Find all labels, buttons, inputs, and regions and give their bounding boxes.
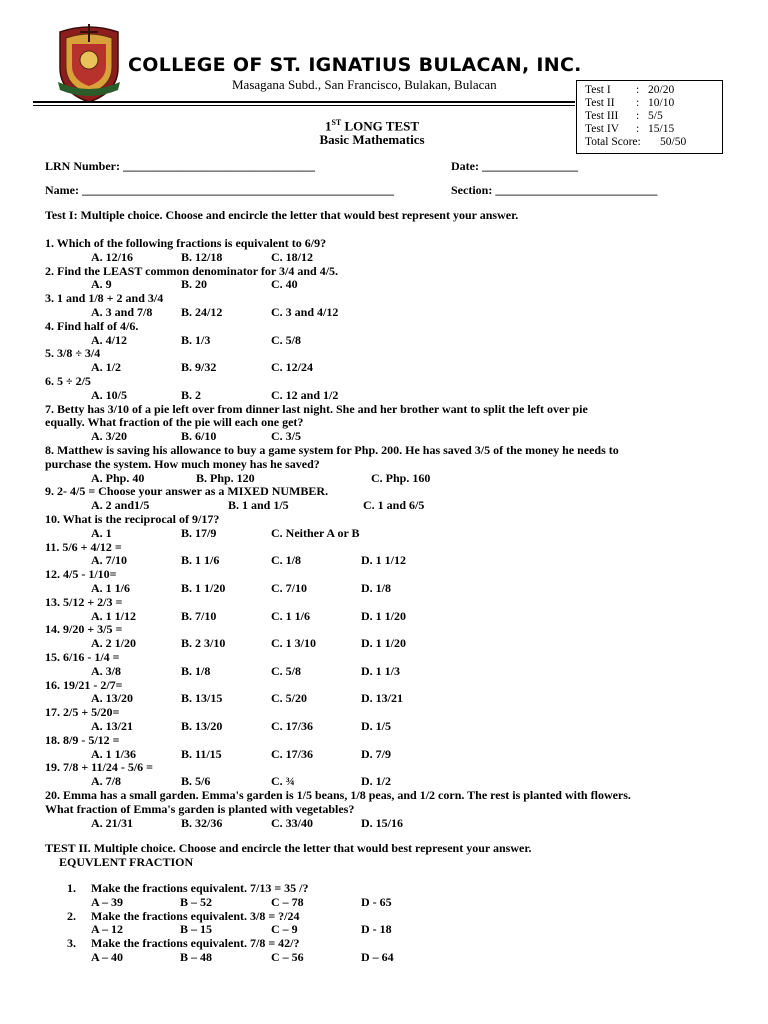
answer-option[interactable]: D. 1/8 bbox=[361, 581, 391, 595]
question-text: 5. 3/8 ÷ 3/4 bbox=[45, 346, 101, 361]
question-text: 16. 19/21 - 2/7= bbox=[45, 677, 123, 692]
answer-option[interactable]: D. 15/16 bbox=[361, 815, 403, 830]
answer-option[interactable]: C. 1 and 6/5 bbox=[363, 498, 425, 513]
answer-option[interactable]: C – 9 bbox=[271, 922, 298, 937]
answer-option[interactable]: A. 10/5 bbox=[91, 387, 127, 402]
answer-option[interactable]: A. 1 bbox=[91, 525, 112, 540]
answer-option[interactable]: A. Php. 40 bbox=[91, 470, 145, 485]
answer-option[interactable]: A – 40 bbox=[91, 950, 124, 964]
score-sep: : bbox=[636, 84, 640, 96]
answer-option[interactable]: B. 2 3/10 bbox=[181, 636, 226, 651]
answer-option[interactable]: B. 13/20 bbox=[181, 719, 223, 733]
test-title: 1ST LONG TEST bbox=[324, 118, 420, 134]
answer-option[interactable]: A. 7/8 bbox=[91, 774, 121, 789]
item-number: 3. bbox=[67, 936, 76, 951]
answer-option[interactable]: A. 2 1/20 bbox=[91, 636, 136, 651]
answer-option[interactable]: B. Php. 120 bbox=[196, 470, 255, 485]
answer-option[interactable]: A. 1 1/12 bbox=[91, 608, 136, 623]
answer-option[interactable]: B – 52 bbox=[180, 894, 213, 909]
answer-option[interactable]: B – 15 bbox=[180, 922, 213, 937]
answer-option[interactable]: A. 3 and 7/8 bbox=[91, 305, 153, 319]
answer-option[interactable]: C. 12 and 1/2 bbox=[271, 387, 339, 402]
answer-option[interactable]: A. 9 bbox=[91, 277, 112, 292]
score-lbl: Test II bbox=[585, 97, 615, 109]
answer-option[interactable]: D. 1/2 bbox=[361, 774, 391, 789]
answer-option[interactable]: A – 12 bbox=[91, 922, 124, 937]
item-number: 1. bbox=[67, 881, 76, 895]
answer-option[interactable]: B. 5/6 bbox=[181, 774, 211, 789]
answer-option[interactable]: D - 65 bbox=[361, 894, 392, 909]
question-text: 17. 2/5 + 5/20= bbox=[45, 705, 120, 720]
school-logo bbox=[54, 22, 124, 104]
answer-option[interactable]: D. 13/21 bbox=[361, 691, 403, 706]
question-text: 10. What is the reciprocal of 9/17? bbox=[45, 512, 220, 526]
answer-option[interactable]: B. 20 bbox=[181, 277, 208, 292]
answer-option[interactable]: A. 1 1/6 bbox=[91, 581, 130, 595]
answer-option[interactable]: D. 7/9 bbox=[361, 746, 391, 761]
score-row bbox=[585, 97, 722, 110]
header-rule-thin bbox=[33, 105, 575, 106]
answer-option[interactable]: C. 33/40 bbox=[271, 815, 313, 830]
answer-option[interactable]: C. Php. 160 bbox=[371, 470, 431, 485]
question-text: equally. What fraction of the pie will each one get? bbox=[45, 415, 304, 430]
answer-option[interactable]: B. 6/10 bbox=[181, 429, 217, 444]
question-text: 13. 5/12 + 2/3 = bbox=[45, 594, 123, 609]
score-val: 15/15 bbox=[648, 123, 675, 135]
answer-option[interactable]: D. 1 1/3 bbox=[361, 663, 400, 678]
score-sep: : bbox=[636, 123, 640, 135]
answer-option[interactable]: B. 1 1/20 bbox=[181, 581, 226, 595]
answer-option[interactable]: A. 2 and1/5 bbox=[91, 498, 150, 513]
date-field[interactable]: Date: ________________ bbox=[451, 159, 578, 173]
answer-option[interactable]: C. Neither A or B bbox=[271, 525, 360, 540]
answer-option[interactable]: D – 64 bbox=[361, 950, 394, 964]
question-text: 20. Emma has a small garden. Emma's garden is 1/5 beans, 1/8 peas, and 1/2 corn. The rest is planted with flowers. bbox=[45, 788, 631, 802]
answer-option[interactable]: C. ¾ bbox=[271, 774, 295, 789]
answer-option[interactable]: B. 1/3 bbox=[181, 332, 211, 347]
answer-option[interactable]: B. 7/10 bbox=[181, 608, 217, 623]
answer-option[interactable]: B. 1/8 bbox=[181, 663, 211, 678]
question-text: 8. Matthew is saving his allowance to buy a game system for Php. 200. He has saved 3/5 of the money he needs to bbox=[45, 443, 619, 457]
answer-option[interactable]: A. 4/12 bbox=[91, 332, 127, 347]
answer-option[interactable]: B. 12/18 bbox=[181, 249, 223, 264]
test2-subtitle: EQUVLENT FRACTION bbox=[59, 855, 194, 870]
school-address: Masagana Subd., San Francisco, Bulakan, Bulacan bbox=[232, 77, 497, 92]
answer-option[interactable]: C. 17/36 bbox=[271, 719, 313, 733]
answer-option[interactable]: B. 2 bbox=[181, 387, 202, 402]
answer-option[interactable]: C. 18/12 bbox=[271, 249, 313, 264]
answer-option[interactable]: B. 17/9 bbox=[181, 525, 217, 540]
answer-option[interactable]: C. 40 bbox=[271, 277, 298, 292]
answer-option[interactable]: B. 1 and 1/5 bbox=[228, 498, 289, 513]
test-subject: Basic Mathematics bbox=[319, 132, 425, 147]
question-text: 7. Betty has 3/10 of a pie left over from dinner last night. She and her brother want to split the left over pie bbox=[45, 401, 588, 416]
answer-option[interactable]: D. 1 1/20 bbox=[361, 636, 406, 651]
answer-option[interactable]: C. 7/10 bbox=[271, 581, 307, 595]
answer-option[interactable]: B – 48 bbox=[180, 950, 213, 964]
question-text: Make the fractions equivalent. 3/8 = ?/24 bbox=[91, 908, 300, 923]
answer-option[interactable]: C. 12/24 bbox=[271, 360, 313, 375]
answer-option[interactable]: A. 13/21 bbox=[91, 719, 133, 733]
answer-option[interactable]: C – 56 bbox=[271, 950, 304, 964]
answer-option[interactable]: B. 24/12 bbox=[181, 305, 223, 319]
answer-option[interactable]: A – 39 bbox=[91, 894, 124, 909]
lrn-field[interactable]: LRN Number: ________________________________ bbox=[45, 159, 315, 173]
test2-instruction: TEST II. Multiple choice. Choose and encircle the letter that would best represent your answer. bbox=[45, 841, 532, 856]
school-name: COLLEGE OF ST. IGNATIUS BULACAN, INC. bbox=[128, 54, 582, 76]
question-text: 19. 7/8 + 11/24 - 5/6 = bbox=[45, 760, 154, 775]
question-text: 6. 5 ÷ 2/5 bbox=[45, 374, 91, 388]
score-lbl: Test IV bbox=[585, 123, 620, 135]
answer-option[interactable]: D - 18 bbox=[361, 922, 392, 937]
question-text: 3. 1 and 1/8 + 2 and 3/4 bbox=[45, 291, 164, 306]
question-text: 1. Which of the following fractions is equivalent to 6/9? bbox=[45, 236, 327, 250]
question-text: 11. 5/6 + 4/12 = bbox=[45, 539, 122, 554]
question-text: 12. 4/5 - 1/10= bbox=[45, 567, 117, 582]
item-number: 2. bbox=[67, 908, 76, 923]
answer-option[interactable]: B. 11/15 bbox=[181, 746, 222, 761]
question-text: 15. 6/16 - 1/4 = bbox=[45, 650, 120, 664]
answer-option[interactable]: C. 5/8 bbox=[271, 332, 301, 347]
question-text: purchase the system. How much money has he saved? bbox=[45, 456, 320, 471]
answer-option[interactable]: C. 1 1/6 bbox=[271, 608, 310, 623]
score-val: 20/20 bbox=[648, 84, 675, 96]
answer-option[interactable]: A. 3/8 bbox=[91, 663, 121, 678]
score-sep: : bbox=[636, 110, 640, 122]
test1-instruction: Test I: Multiple choice. Choose and encircle the letter that would best represent your answer. bbox=[45, 208, 519, 222]
answer-option[interactable]: A. 13/20 bbox=[91, 691, 133, 706]
score-sep: : bbox=[636, 97, 640, 109]
answer-option[interactable]: B. 32/36 bbox=[181, 815, 223, 830]
answer-option[interactable]: C. 1 3/10 bbox=[271, 636, 316, 651]
answer-option[interactable]: A. 7/10 bbox=[91, 553, 127, 568]
header-rule bbox=[33, 101, 575, 103]
answer-option[interactable]: A. 1/2 bbox=[91, 360, 121, 375]
answer-option[interactable]: C. 1/8 bbox=[271, 553, 301, 568]
answer-option[interactable]: D. 1 1/12 bbox=[361, 553, 406, 568]
question-text: 14. 9/20 + 3/5 = bbox=[45, 622, 123, 637]
answer-option[interactable]: A. 3/20 bbox=[91, 429, 127, 444]
answer-option[interactable]: C. 17/36 bbox=[271, 746, 313, 761]
answer-option[interactable]: A. 1 1/36 bbox=[91, 746, 136, 761]
score-val: 10/10 bbox=[648, 97, 675, 109]
answer-option[interactable]: C – 78 bbox=[271, 894, 304, 909]
question-text: 18. 8/9 - 5/12 = bbox=[45, 732, 120, 747]
question-text: Make the fractions equivalent. 7/13 = 35 /? bbox=[91, 881, 309, 895]
answer-option[interactable]: C. 3 and 4/12 bbox=[271, 305, 339, 319]
question-text: 9. 2- 4/5 = Choose your answer as a MIXED NUMBER. bbox=[45, 484, 329, 499]
answer-option[interactable]: B. 13/15 bbox=[181, 691, 223, 706]
answer-option[interactable]: C. 5/8 bbox=[271, 663, 301, 678]
answer-option[interactable]: A. 21/31 bbox=[91, 815, 133, 830]
score-row bbox=[585, 84, 722, 97]
question-text: What fraction of Emma's garden is planted with vegetables? bbox=[45, 801, 355, 816]
score-val: 50/50 bbox=[660, 136, 687, 148]
score-val: 5/5 bbox=[648, 110, 663, 122]
answer-option[interactable]: B. 1 1/6 bbox=[181, 553, 220, 568]
section-field[interactable]: Section: ___________________________ bbox=[451, 183, 658, 197]
answer-option[interactable]: C. 3/5 bbox=[271, 429, 301, 444]
answer-option[interactable]: D. 1/5 bbox=[361, 719, 391, 733]
score-lbl: Total Score: bbox=[585, 136, 641, 148]
score-lbl: Test I bbox=[585, 84, 611, 96]
question-text: 2. Find the LEAST common denominator for 3/4 and 4/5. bbox=[45, 263, 339, 278]
name-field[interactable]: Name: ____________________________________________________ bbox=[45, 183, 394, 197]
answer-option[interactable]: C. 5/20 bbox=[271, 691, 307, 706]
question-text: 4. Find half of 4/6. bbox=[45, 318, 139, 333]
answer-option[interactable]: A. 12/16 bbox=[91, 249, 133, 264]
answer-option[interactable]: B. 9/32 bbox=[181, 360, 217, 375]
question-text: Make the fractions equivalent. 7/8 = 42/? bbox=[91, 936, 300, 951]
answer-option[interactable]: D. 1 1/20 bbox=[361, 608, 406, 623]
score-lbl: Test III bbox=[585, 110, 619, 122]
